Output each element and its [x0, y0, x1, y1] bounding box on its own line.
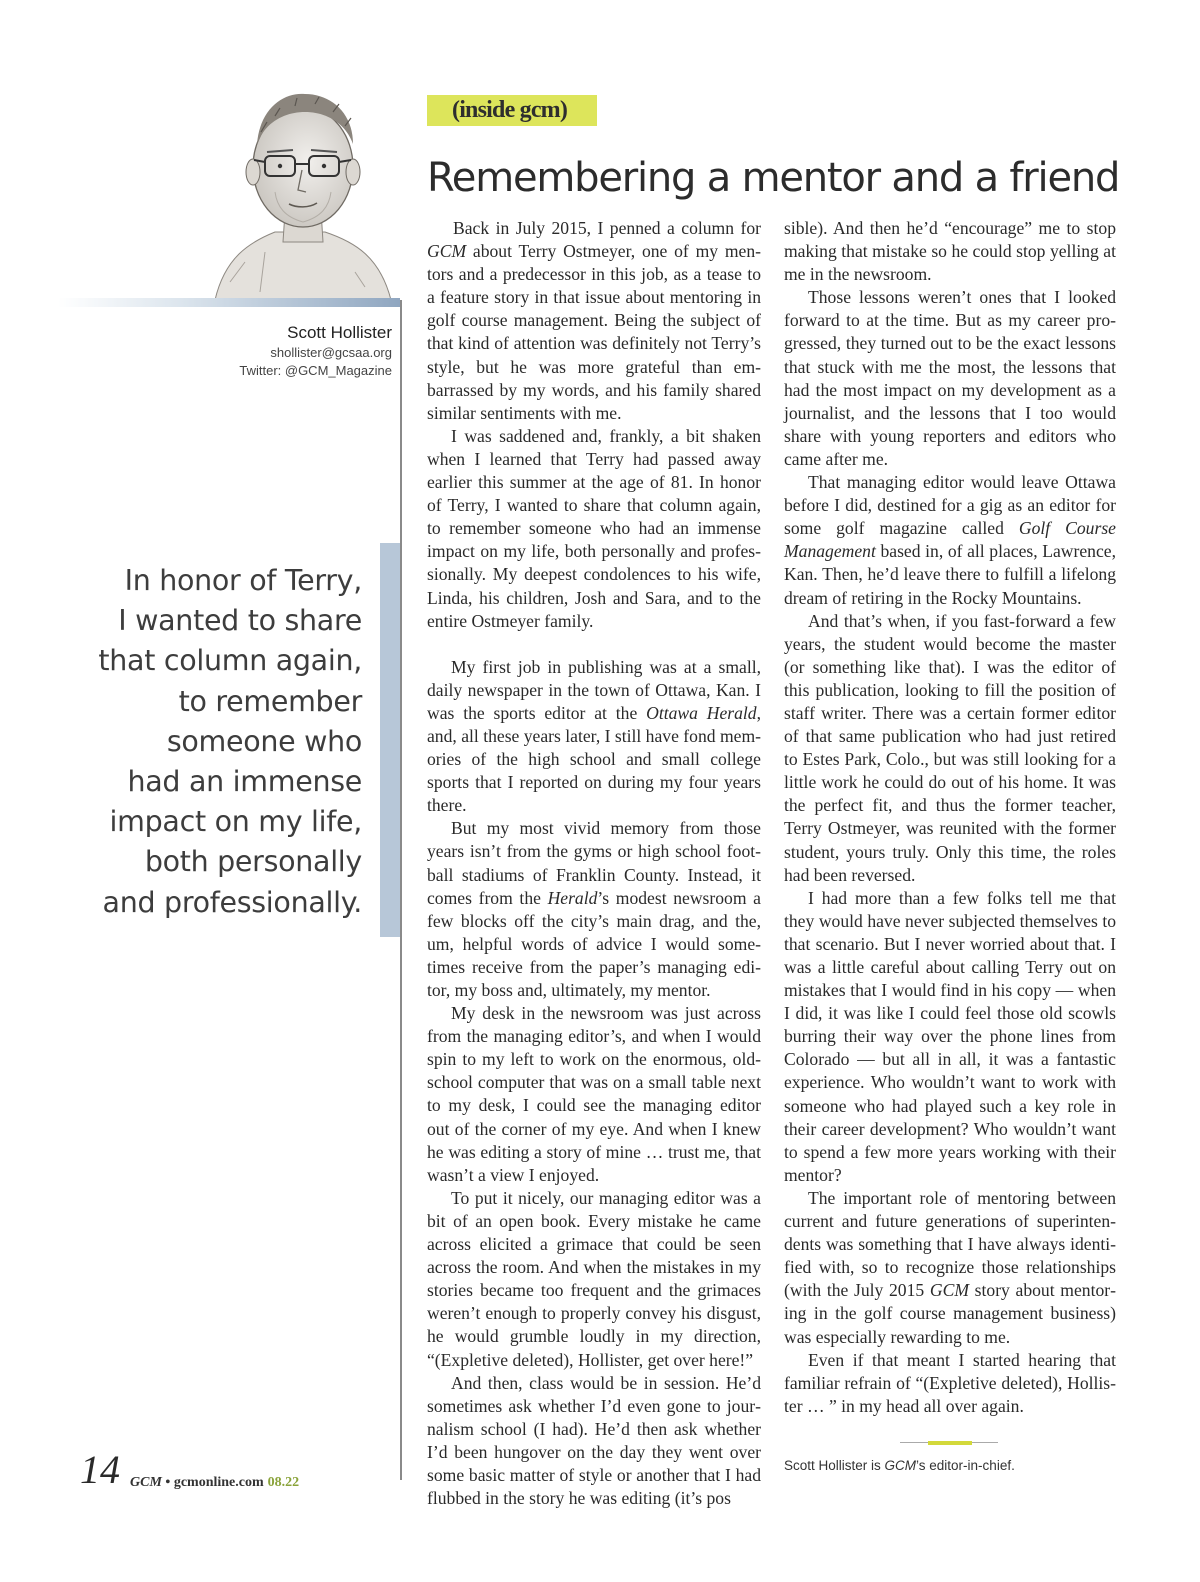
paragraph: My desk in the newsroom was just across from the managing editor’s, and when I would spin to my left to work on the enormous, old-school computer that was on a small table next to my desk, I could see the managing editor out of the corner of my eye. And when I knew he was editing a story of mine … trust me, that wasn’t a view I enjoyed. — [427, 1003, 761, 1185]
pull-quote-line: to remember — [178, 684, 362, 718]
paragraph: To put it nicely, our managing editor was a bit of an open book. Every mistake he came across elicited a grimace that could be seen across the room. And when the mistakes in my stories became too frequent and the grimaces weren’t enough to properly convey his disgust, he would grumble loudly in my direction, “(Expletive deleted), Hollister, get over here!” — [427, 1187, 761, 1370]
paragraph: But my most vivid memory from those years isn’t from the gyms or high school football stadiums of Franklin County. Instead, it comes from the Herald’s modest newsroom a few blocks off the city’s main drag, and the, um, helpful words of advice I would sometimes receive from the paper’s managing editor, my boss and, ultimately, my mentor. — [427, 818, 761, 1000]
pull-quote-line: had an immense — [127, 765, 362, 799]
pull-quote-line: impact on my life, — [109, 805, 362, 839]
pull-quote-line: and professionally. — [102, 885, 362, 919]
paragraph: The important role of mentoring between current and future generations of superintendents was something that I have always identified with, so to recognize those relationships (with the July 2015 GCM story about mentoring in the golf course management business) was especially rewarding to me. — [784, 1187, 1116, 1347]
page-number: 14 — [80, 1447, 120, 1492]
column-divider-line — [400, 300, 402, 1480]
section-kicker-label: (inside gcm) — [452, 97, 568, 123]
paragraph: My first job in publishing was at a small, daily newspaper in the town of Ottawa, Kan. I was the sports editor at the Ottawa Herald, and, all these years later, I still have fond memories of the high school and small college sports that I reported on during my four years there. — [427, 656, 761, 816]
author-byline — [239, 322, 392, 380]
portrait-divider — [58, 298, 400, 307]
paragraph: Even if that meant I started hearing that familiar refrain of “(Expletive deleted), Hollister … ” in my head all over again. — [784, 1349, 1116, 1416]
author-portrait-sketch — [205, 82, 395, 300]
author-bio: Scott Hollister is GCM’s editor-in-chief. — [784, 1458, 1015, 1473]
paragraph: I was saddened and, frankly, a bit shaken when I learned that Terry had passed away earlier this summer at the age of 81. In honor of Terry, I wanted to share that column again, to remember someone who had an immense impact on my life, both personally and professionally. My deepest condolences to his wife, Linda, his children, Josh and Sara, and to the entire Ostmeyer family. — [427, 425, 761, 631]
footer-issue-date: 08.22 — [267, 1475, 300, 1490]
end-of-article-mark — [900, 1441, 998, 1444]
section-kicker — [427, 95, 597, 126]
pull-quote-line: In honor of Terry, — [124, 564, 362, 597]
paragraph: Back in July 2015, I penned a column for GCM about Terry Ostmeyer, one of my mentors and a predecessor in this job, as a tease to a feature story in that issue about mentoring in golf course management. Being the subject of that kind of attention was definitely not Terry’s style, but he was more grateful than embarrassed by my words, and his family shared similar sentiments with me. — [427, 218, 761, 423]
paragraph: And that’s when, if you fast-forward a few years, the student would become the master (or something like that). I was the editor of this publication, looking to fill the position of staff writer. There was a certain former editor of that same publication who had just retired to Estes Park, Colo., but was still looking for a little work he could do out of his home. It was the perfect fit, and thus the former teacher, Terry Ostmeyer, was reunited with the former student, yours truly. Only this time, the roles had been reversed. — [784, 610, 1116, 885]
pull-quote-line: that column again, — [98, 644, 362, 678]
pull-quote — [42, 561, 362, 923]
author-twitter[interactable]: Twitter: @GCM_Magazine — [239, 363, 392, 378]
paragraph: Those lessons weren’t ones that I looked forward to at the time. But as my career progressed, they turned out to be the exact lessons that stuck with me the most, the lessons that had the most impact on my development as a journalist, and the lessons that I too would share with young reporters and editors who came after me. — [784, 287, 1116, 469]
paragraph: I had more than a few folks tell me that they would have never subjected themselves to that scenario. But I never worried about that. I was a little careful about calling Terry out on mistakes that I would find in his copy — when I did, it was like I could feel those old scowls burring their way over the phone lines from Colorado — but all in all, it was a fantastic experience. Who wouldn’t want to work with someone who had played such a key role in their career development? Who wouldn’t want to spend a few more years working with their mentor? — [784, 887, 1116, 1185]
footer-site-link[interactable]: gcmonline.com — [173, 1475, 264, 1490]
author-name: Scott Hollister — [287, 323, 392, 342]
pull-quote-bar — [380, 543, 400, 937]
article-headline: Remembering a mentor and a friend — [427, 155, 1120, 201]
footer-masthead: GCM • gcmonline.com 08.22 — [130, 1475, 300, 1490]
footer-magazine-name: GCM — [130, 1475, 162, 1490]
pull-quote-line: both personally — [144, 845, 362, 879]
paragraph: And then, class would be in session. He’d sometimes ask whether I’d even gone to journalism school (I had). He’d then ask whether I’d been hungover on the day they went over some basic matter of style or another that I had flubbed in the story he was editing (it’s pos — [427, 1372, 761, 1509]
article-column-1 — [427, 217, 761, 1510]
author-email[interactable]: shollister@gcsaa.org — [270, 345, 392, 360]
pull-quote-line: someone who — [166, 724, 362, 758]
paragraph: sible). And then he’d “encourage” me to stop making that mistake so he could stop yelling at me in the newsroom. — [784, 218, 1116, 285]
paragraph: That managing editor would leave Ottawa before I did, destined for a gig as an editor for some golf magazine called Golf Course Management based in, of all places, Lawrence, Kan. Then, he’d leave there to fulfill a lifelong dream of retiring in the Rocky Mountains. — [784, 472, 1116, 608]
pull-quote-line: I wanted to share — [118, 604, 362, 638]
article-column-2 — [784, 217, 1116, 1418]
